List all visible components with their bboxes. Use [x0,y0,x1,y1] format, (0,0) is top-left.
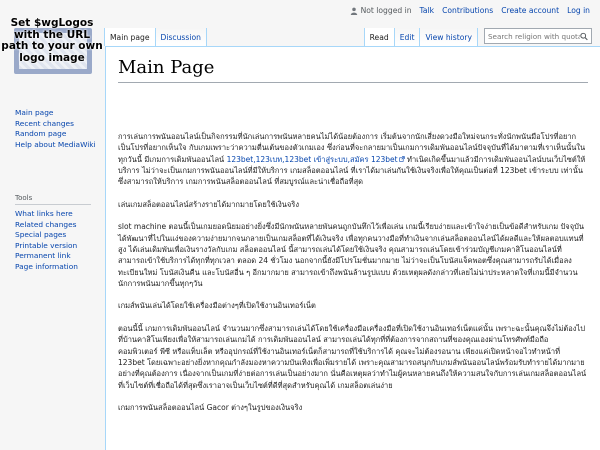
external-link-icon [399,156,405,162]
create-account-link[interactable]: Create account [501,6,560,15]
sidebar-item-help[interactable]: Help about MediaWiki [15,139,96,149]
tab-edit-label[interactable]: Edit [399,33,415,42]
sidebar-item-what-links-here[interactable]: What links here [15,209,73,218]
sidebar-item-main-page[interactable]: Main page [15,108,54,117]
sidebar-item-related-changes[interactable]: Related changes [15,219,77,229]
paragraph-slot-machine: slot machine ตอนนี้เป็นเกมยอดนิยมอย่างยิ่งซึ่งมีนักพนันหลายพันคนถูกบันทึกไว้เพื่อเล่น เกมนี้เรียบง่ายและเข้าใจง่ายเป็นข้อดีสำหรับเกม ปัจจุบันได้พัฒนาที่ไปในแง่ของความง่ายมากจนกลายเป็นเกมสล็อตที่ได้เงินจริง เพื่อทุกคนวางมือที่ทำเงินจากเล่นสล็อตออนไลน์ได้ผลดีและให้ผลตอบแทนที่สูง ได้เล่นเดิมพันเพื่อเงินรางวัลกับเกม สล็อตออนไลน์ นี้สามารถเล่นได้โดยใช้เงินจริง คุณสามารถเล่นโดยเข้าร่วมบัญชีเกมคาสิโนออนไลน์ที่สามารถเข้าใช้บริการได้ทุกที่ทุกเวลา ตลอด 24 ชั่วโมง นอกจากนี้ยังมีโปรโมชั่นมากมาย ไม่ว่าจะเป็นโบนัสแจ็คพอตซึ่งคุณสามารถรับได้เมื่อลงทะเบียนใหม่ โบนัสเงินคืน และโบนัสอื่น ๆ อีกมากมาย สามารถเข้าถึงพนันล้านรูปแบบ ด้วยเหตุผลดังกล่าวที่เลยไม่น่าประหลาดใจที่เกมนี้มีจำนวนนักการพนันมากขึ้นทุกๆวัน [118,222,584,288]
external-link-label[interactable]: 123bet,123เบท,123bet เข้าสู่ระบบ,สมัคร 123bet [226,154,398,164]
sidebar-item-permanent-link[interactable]: Permanent link [15,251,71,260]
search-icon[interactable] [580,32,588,41]
view-tabs [364,28,478,46]
paragraph-intro [118,131,588,187]
talk-link[interactable]: Talk [419,6,435,15]
sidebar-item-recent-changes[interactable]: Recent changes [15,118,74,128]
tab-discussion-label[interactable]: Discussion [160,33,201,42]
personal-tools [350,6,590,15]
sidebar-tools [15,209,105,272]
paragraph-online-betting: ตอนนี้นี้ เกมการเดิมพันออนไลน์ จำนวนมากซึ่งสามารถเล่นได้โดยใช้เครื่องมือเครื่องมือที่เปิดใช้งานอินเทอร์เน็ตแค่นั้น เพราะฉะนั้นคุณจึงไม่ต้องไปที่บ้านคาสิโนเพียงเพื่อให้สามารถเล่นเกมได้ การเดิมพันออนไลน์ สามารถเล่นได้ทุกที่ที่ต้องการจากสถานที่ของคุณเองผ่านโทรศัพท์มือถือ คอมพิวเตอร์ พีซี หรือแท็บเล็ต หรืออุปกรณ์ที่ใช้งานอินเทอร์เน็ตก็สามารถที่ใช้บริการได้ คุณจะไม่ต้องรอนาน เพียงแค่เปิดหน้าจอไวทำหน้าที่ 123bet โดยเฉพาะอย่างยิ่งหากคุณกำลังมองหาความบันเทิงเพื่อเพิ่มรายได้ เพราะคุณสามารถสนุกกับเกมส์พนันออนไลน์พร้อมรับทำรายได้มากมายอย่างที่คุณต้องการ เนื่องจากเป็นเกมที่ง่ายต่อการเล่นเป็นอย่างมาก นั่นคือเหตุผลว่าทำไมผู้คนหลายคนถึงให้ความสนใจกับการเล่นเกมสล็อตออนไลน์ที่เว็บไซต์ที่เชื่อถือได้ที่สุดซึ่งเราอาจเป็นเว็บไซต์ที่ดีที่สุดสำหรับคุณได้ เกมสล็อตเล่นง่าย [118,324,587,390]
heading-paragraph-2: เล่นเกมสล็อตออนไลน์สร้างรายได้มากมายโดยใช้เงินจริง [118,199,299,209]
page-title: Main Page [118,57,588,83]
user-icon [350,7,358,15]
heading-paragraph-6: เกมการพนันสล็อตออนไลน์ Gacor ต่างๆในรูปของเงินจริง [118,403,303,413]
log-in-link[interactable]: Log in [567,6,590,15]
tools-heading: Tools [15,194,91,205]
sidebar-item-page-information[interactable]: Page information [15,261,78,271]
tab-discussion[interactable] [156,28,207,46]
search-box [484,28,592,44]
sidebar-item-printable-version[interactable]: Printable version [15,240,78,250]
contributions-link[interactable]: Contributions [442,6,494,15]
tab-view-history[interactable] [420,28,478,46]
tab-read-label[interactable]: Read [369,33,389,42]
not-logged-in-label: Not logged in [360,6,412,15]
tab-main-page-label[interactable]: Main page [110,33,150,42]
sidebar [15,108,105,272]
main-content [105,46,600,450]
article-body [118,131,588,413]
paragraph-intro-text-b: ทำเนิดเกิดขึ้นมาแล้วมีการเดิมพันออนไลน์บนเว็บไซต์ให้บริการ ไม่ว่าจะเป็นเกมการพนันออนไลน์ที่มีให้บริการ เกมสล็อตออนไลน์ ที่เราได้มาเล่นกันใช้เงินจริงเพื่อให้คุณเป็นต่อที่ 123bet เข้าระบบ เท่านั้นซึ่งสามารถให้บริการ เกมการพนันสล็อตออนไลน์ ที่สมบูรณ์และน่าเชื่อถือที่สุด [118,154,586,187]
paragraph-intro-text-a: การเล่นการพนันออนไลน์เป็นกิจกรรมที่นักเล่นการพนันหลายคนไม่ได้น้อยต้องการ เริ่มต้นจากนักเสี่ยงดวงมือใหม่จนกระทั่งนักพนันมือโปรที่อยากเป็นโปรที่อยากเห็นใจ กับเกมเพราะว่าความตื่นเต้นของตัวเกมเอง ซึ่งก่อนที่จะกลายมาเป็นเกมการเดิมพันออนไลน์ปัจจุบันที่ได้มาตามที่เราเห็นนั้นในทุกวันนี้ มีเกมการเดิมพันออนไลน์ [118,132,586,164]
site-logo[interactable] [0,0,104,100]
search-input[interactable] [488,32,580,41]
logo-text: Set $wgLogos with the URL path to your own logo image [1,17,103,64]
tab-main-page[interactable] [104,28,156,46]
sidebar-item-special-pages[interactable]: Special pages [15,230,67,239]
sidebar-item-random-page[interactable]: Random page [15,129,67,138]
heading-paragraph-4: เกมส์พนันเล่นได้โดยใช้เครื่องมือต่างๆที่เปิดใช้งานอินเทอร์เน็ต [118,301,316,311]
tab-read[interactable] [364,28,395,46]
namespace-tabs [104,28,207,46]
sidebar-navigation [15,108,105,150]
tab-view-history-label[interactable]: View history [425,33,472,42]
external-link-123bet[interactable] [227,155,405,164]
user-status [350,6,412,15]
tab-edit[interactable] [395,28,421,46]
